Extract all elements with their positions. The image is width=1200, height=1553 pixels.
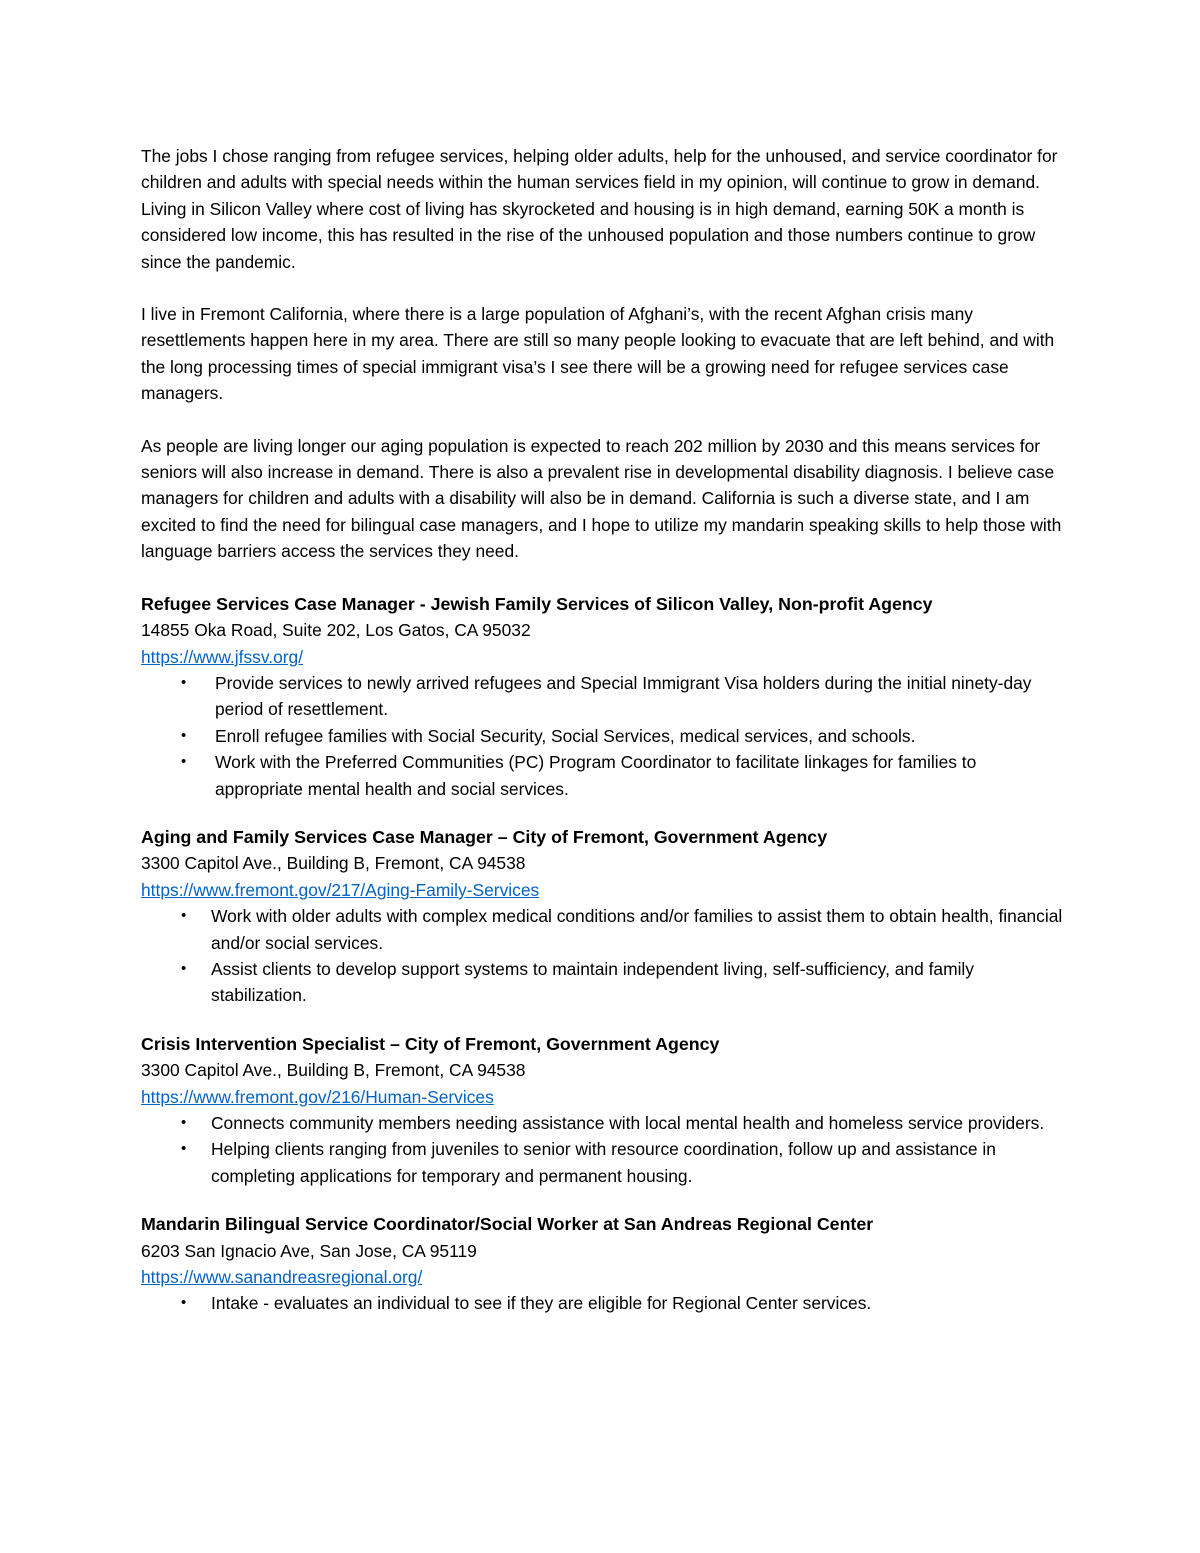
job-duty-item (141, 749, 1066, 802)
bullet-icon: • (181, 959, 187, 977)
job-website-link[interactable]: https://www.jfssv.org/ (141, 646, 304, 667)
job-duty-text: Work with older adults with complex medical conditions and/or families to assist them to obtain health, financial and/or social services. (211, 906, 1063, 953)
job-duty-text: Helping clients ranging from juveniles to senior with resource coordination, follow up and assistance in completing applications for temporary and permanent housing. (211, 1139, 996, 1186)
job-duty-text: Assist clients to develop support systems to maintain independent living, self-sufficiency, and family stabilization. (211, 958, 974, 1006)
job-duty-item (141, 723, 1066, 749)
job-duties-list (141, 903, 1066, 1009)
job-website-link[interactable]: https://www.fremont.gov/217/Aging-Family-Services (141, 879, 540, 900)
job-listing-aging-family-services (141, 824, 1066, 1009)
bullet-icon: • (181, 673, 187, 691)
job-duty-text: Work with the Preferred Communities (PC) Program Coordinator to facilitate linkages for families to appropriate mental health and social services. (215, 752, 977, 799)
job-title: Crisis Intervention Specialist – City of Fremont, Government Agency (141, 1033, 720, 1054)
job-duty-item (141, 956, 1066, 1009)
job-duty-item (141, 903, 1066, 956)
bullet-icon: • (181, 726, 187, 744)
bullet-icon: • (181, 1140, 187, 1158)
job-duties-list (141, 1110, 1066, 1189)
job-title: Refugee Services Case Manager - Jewish Family Services of Silicon Valley, Non-profit Agency (141, 593, 933, 614)
job-listing-service-coordinator (141, 1211, 1066, 1317)
job-duties-list (141, 670, 1066, 802)
document-body (141, 143, 1066, 1339)
job-listing-crisis-intervention (141, 1031, 1066, 1189)
job-title: Aging and Family Services Case Manager – City of Fremont, Government Agency (141, 826, 828, 847)
job-listing-refugee-services (141, 591, 1066, 802)
job-address: 14855 Oka Road, Suite 202, Los Gatos, CA 95032 (141, 620, 531, 641)
bullet-icon: • (181, 907, 187, 925)
job-website-link[interactable]: https://www.fremont.gov/216/Human-Services (141, 1086, 494, 1107)
job-address: 3300 Capitol Ave., Building B, Fremont, CA 94538 (141, 1060, 526, 1081)
job-duty-item (141, 1110, 1066, 1136)
intro-paragraph-1: The jobs I chose ranging from refugee services, helping older adults, help for the unhoused, and service coordinator for children and adults with special needs within the human services field in my opinion, will continue to grow in demand. Living in Silicon Valley where cost of living has skyrocketed and housing is in high demand, earning 50K a month is considered low income, this has resulted in the rise of the unhoused population and those numbers continue to grow since the pandemic. (141, 146, 1058, 272)
job-address: 6203 San Ignacio Ave, San Jose, CA 95119 (141, 1240, 477, 1261)
job-duty-text: Intake - evaluates an individual to see if they are eligible for Regional Center services. (211, 1293, 872, 1314)
bullet-icon: • (181, 1114, 187, 1131)
job-website-link[interactable]: https://www.sanandreasregional.org/ (141, 1267, 423, 1288)
job-duty-text: Provide services to newly arrived refugees and Special Immigrant Visa holders during the initial ninety-day period of resettlement. (215, 672, 1032, 720)
bullet-icon: • (181, 753, 187, 771)
job-title: Mandarin Bilingual Service Coordinator/Social Worker at San Andreas Regional Center (141, 1214, 874, 1235)
bullet-icon: • (181, 1294, 187, 1312)
intro-paragraph-3: As people are living longer our aging population is expected to reach 202 million by 2030 and this means services for seniors will also increase in demand. There is also a prevalent rise in developmental disability diagnosis. I believe case managers for children and adults with a disability will also be in demand. California is such a diverse state, and I am excited to find the need for bilingual case managers, and I hope to utilize my mandarin speaking skills to help those with language barriers access the services they need. (141, 435, 1062, 562)
job-duty-item (141, 1136, 1066, 1189)
intro-paragraph-2: I live in Fremont California, where there is a large population of Afghani’s, with the recent Afghan crisis many resettlements happen here in my area. There are still so many people looking to evacuate that are left behind, and with the long processing times of special immigrant visa’s I see there will be a growing need for refugee services case managers. (141, 304, 1055, 404)
job-duty-item (141, 1290, 1066, 1316)
job-duty-text: Enroll refugee families with Social Security, Social Services, medical services, and schools. (215, 725, 916, 746)
job-duty-text: Connects community members needing assistance with local mental health and homeless service providers. (211, 1113, 1045, 1133)
job-address: 3300 Capitol Ave., Building B, Fremont, CA 94538 (141, 853, 526, 874)
job-duties-list (141, 1290, 1066, 1316)
job-duty-item (141, 670, 1066, 723)
